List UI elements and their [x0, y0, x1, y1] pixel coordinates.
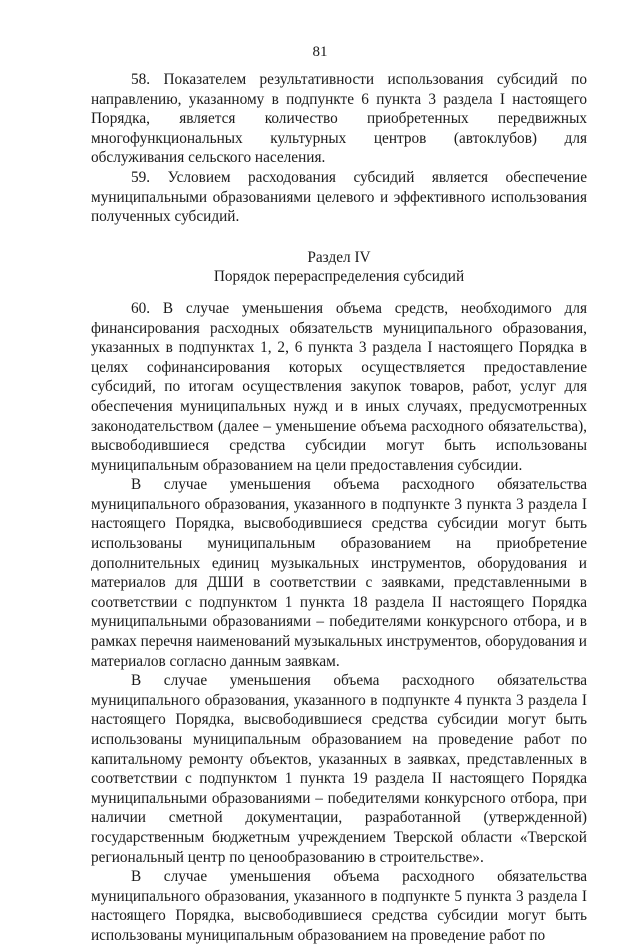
- paragraph-60-case-3: В случае уменьшения объема расходного обязательства муниципального образования, указанного в подпункте 3 пункта 3 раздела I настоящего Порядка, высвободившиеся средства субсидии могут быть использованы муниципальным образованием на приобретение дополнительных единиц музыкальных инструментов, оборудования и материалов для ДШИ в соответствии с заявками, представленными в соответствии с подпунктом 1 пункта 18 раздела II настоящего Порядка муниципальными образованиями – победителями конкурсного отбора, и в рамках перечня наименований музыкальных инструментов, оборудования и материалов согласно данным заявкам.: [91, 476, 587, 670]
- document-body: [91, 70, 587, 946]
- paragraph-58: 58. Показателем результативности использования субсидий по направлению, указанному в подпункте 6 пункта 3 раздела I настоящего Порядка, является количество приобретенных передвижных многофункциональных культурных центров (автоклубов) для обслуживания сельского населения.: [91, 71, 587, 167]
- section-number: Раздел IV: [307, 248, 371, 266]
- paragraph-60: 60. В случае уменьшения объема средств, необходимого для финансирования расходных обязательств муниципального образования, указанных в подпунктах 1, 2, 6 пункта 3 раздела I настоящего Порядка в целях софинансирования которых осуществляется предоставление субсидий, по итогам осуществления закупок товаров, работ, услуг для обеспечения муниципальных нужд и в иных случаях, предусмотренных законодательством (далее – уменьшение объема расходного обязательства), высвободившиеся средства субсидии могут быть использованы муниципальным образованием на цели предоставления субсидии.: [91, 299, 587, 474]
- paragraph-60-case-5: В случае уменьшения объема расходного обязательства муниципального образования, указанного в подпункте 5 пункта 3 раздела I настоящего Порядка, высвободившиеся средства субсидии могут быть использованы муниципальным образованием на проведение работ по: [91, 868, 587, 944]
- paragraph-60-case-4: В случае уменьшения объема расходного обязательства муниципального образования, указанного в подпункте 4 пункта 3 раздела I настоящего Порядка, высвободившиеся средства субсидии могут быть использованы муниципальным образованием на проведение работ по капитальному ремонту объектов, указанных в заявках, представленных в соответствии с подпунктом 1 пункта 19 раздела II настоящего Порядка муниципальными образованиями – победителями конкурсного отбора, при наличии сметной документации, разработанной (утвержденной) государственным бюджетным учреждением Тверской области «Тверской региональный центр по ценообразованию в строительстве».: [91, 672, 587, 866]
- paragraph-59: 59. Условием расходования субсидий является обеспечение муниципальными образованиями целевого и эффективного использования полученных субсидий.: [91, 168, 587, 226]
- page-number: 81: [312, 44, 328, 60]
- section-title: Порядок перераспределения субсидий: [213, 268, 465, 286]
